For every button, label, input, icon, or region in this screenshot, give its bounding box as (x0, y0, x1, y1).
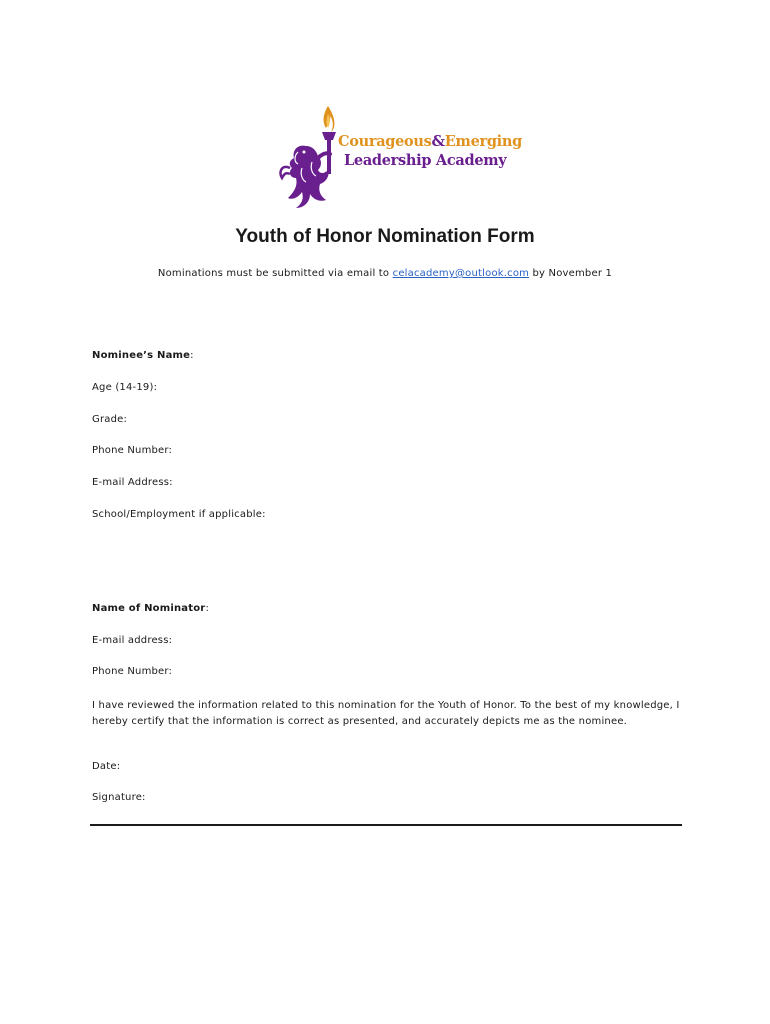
page-title: Youth of Honor Nomination Form (235, 226, 535, 247)
logo-text-line1: Courageous&Emerging (338, 132, 522, 150)
signature-line-divider (90, 824, 682, 826)
nominator-phone-field[interactable]: Phone Number: (92, 666, 173, 677)
email-link[interactable]: celacademy@outlook.com (392, 268, 530, 279)
academy-logo (276, 102, 522, 212)
date-field[interactable]: Date: (92, 761, 121, 772)
nominee-name-field[interactable]: Nominee’s Name: (92, 350, 194, 361)
nominee-age-field[interactable]: Age (14-19): (92, 382, 158, 393)
nominee-school-field[interactable]: School/Employment if applicable: (92, 509, 266, 520)
nominee-phone-field[interactable]: Phone Number: (92, 445, 173, 456)
submission-instructions: Nominations must be submitted via email to celacademy@outlook.com by November 1 (157, 268, 613, 279)
signature-field[interactable]: Signature: (92, 792, 146, 803)
nominator-name-field[interactable]: Name of Nominator: (92, 603, 210, 614)
logo-text-line2: Leadership Academy (344, 152, 507, 169)
nominator-email-field[interactable]: E-mail address: (92, 635, 173, 646)
nominee-grade-field[interactable]: Grade: (92, 414, 128, 425)
certification-statement: I have reviewed the information related to this nomination for the Youth of Honor. To the best of my knowledge, I hereby certify that the information is correct as presented, and accurately depicts me as the nominee. (92, 700, 680, 727)
nominee-email-field[interactable]: E-mail Address: (92, 477, 173, 488)
